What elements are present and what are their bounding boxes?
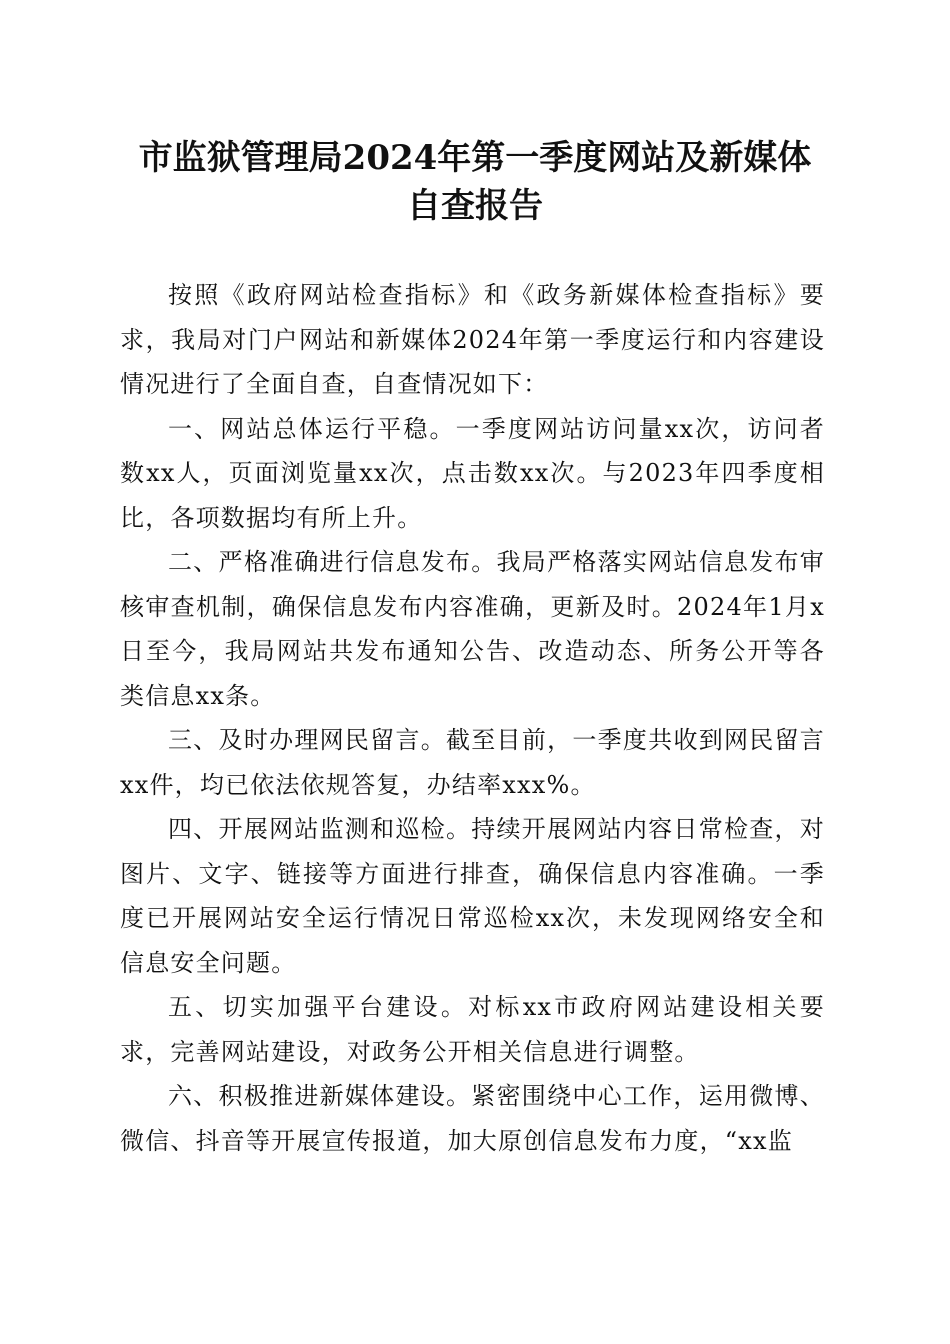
section-heading-3: 三、及时办理网民留言。	[168, 726, 446, 754]
intro-paragraph: 按照《政府网站检查指标》和《政务新媒体检查指标》要求，我局对门户网站和新媒体2024年第一季度运行和内容建设情况进行了全面自查，自查情况如下：	[120, 281, 825, 398]
section-heading-2: 二、严格准确进行信息发布。	[168, 548, 497, 576]
document-title-line-1: 市监狱管理局2024年第一季度网站及新媒体	[138, 138, 812, 178]
section-paragraph-2	[120, 540, 825, 718]
section-heading-4: 四、开展网站监测和巡检。	[168, 815, 472, 843]
section-paragraph-6	[120, 1074, 825, 1163]
section-text-3: 截至目前，一季度共收到网民留言xx件，均已依法依规答复，办结率xxx%。	[120, 726, 826, 799]
section-text-5: 对标xx市政府网站建设相关要求，完善网站建设，对政务公开相关信息进行调整。	[120, 993, 825, 1066]
document-body	[120, 273, 825, 1163]
section-text-2: 我局严格落实网站信息发布审核审查机制，确保信息发布内容准确，更新及时。2024年1月x日至今，我局网站共发布通知公告、改造动态、所务公开等各类信息xx条。	[120, 548, 825, 710]
section-paragraph-4	[120, 807, 825, 985]
section-text-6: 紧密围绕中心工作，运用微博、微信、抖音等开展宣传报道，加大原创信息发布力度，“xx监	[120, 1082, 825, 1155]
section-heading-6: 六、积极推进新媒体建设。	[168, 1082, 472, 1110]
document-title-line-2: 自查报告	[407, 186, 543, 226]
section-heading-5: 五、切实加强平台建设。	[168, 993, 469, 1021]
section-paragraph-1	[120, 407, 825, 541]
section-paragraph-3	[120, 718, 825, 807]
section-text-4: 持续开展网站内容日常检查，对图片、文字、链接等方面进行排查，确保信息内容准确。一季度已开展网站安全运行情况日常巡检xx次，未发现网络安全和信息安全问题。	[120, 815, 825, 977]
section-text-1: 一季度网站访问量xx次，访问者数xx人，页面浏览量xx次，点击数xx次。与2023年四季度相比，各项数据均有所上升。	[120, 414, 826, 532]
section-paragraph-5	[120, 985, 825, 1074]
section-heading-1: 一、网站总体运行平稳。	[168, 414, 456, 443]
